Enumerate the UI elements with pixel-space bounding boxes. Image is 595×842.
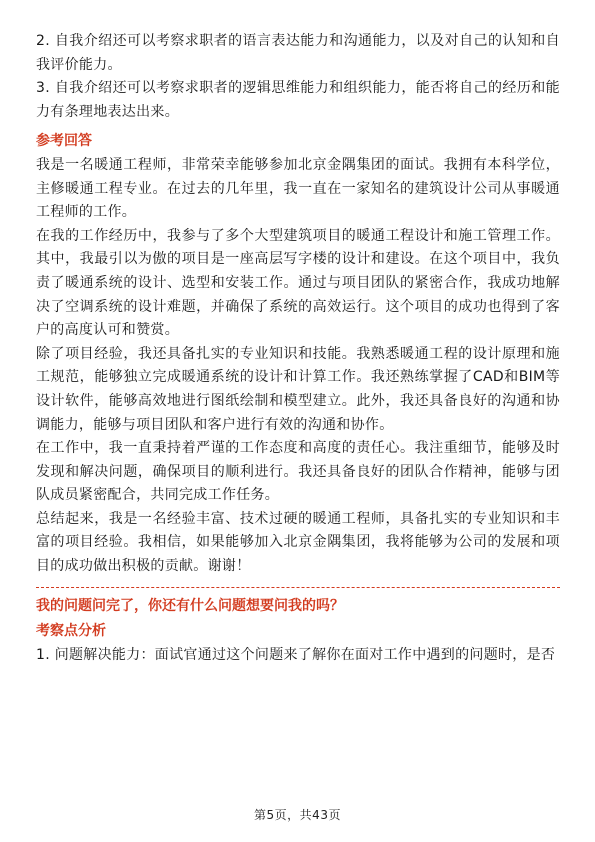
answer-paragraph: 在我的工作经历中，我参与了多个大型建筑项目的暖通工程设计和施工管理工作。其中，我最引以为傲的项目是一座高层写字楼的设计和建设。在这个项目中，我负责了暖通系统的设计、选型和安装工作。通过与项目团队的紧密合作，我成功地解决了空调系统的设计难题，并确保了系统的高效运行。这个项目的成功也得到了客户的高度认可和赞赏。 (36, 227, 560, 339)
answer-paragraph: 总结起来，我是一名经验丰富、技术过硬的暖通工程师，具备扎实的专业知识和丰富的项目经验。我相信，如果能够加入北京金隅集团，我将能够为公司的发展和项目的成功做出积极的贡献。谢谢！ (36, 510, 560, 575)
analysis-heading: 考察点分析 (36, 623, 106, 640)
intro-point: 3. 自我介绍还可以考察求职者的逻辑思维能力和组织能力，能否将自己的经历和能力有条理地表达出来。 (36, 80, 560, 120)
analysis-point: 1. 问题解决能力：面试官通过这个问题来了解你在面对工作中遇到的问题时，是否 (36, 646, 556, 663)
answer-paragraph: 在工作中，我一直秉持着严谨的工作态度和高度的责任心。我注重细节，能够及时发现和解决问题，确保项目的顺利进行。我还具备良好的团队合作精神，能够与团队成员紧密配合，共同完成工作任务。 (36, 440, 560, 504)
answer-paragraph: 我是一名暖通工程师，非常荣幸能够参加北京金隅集团的面试。我拥有本科学位，主修暖通工程专业。在过去的几年里，我一直在一家知名的建筑设计公司从事暖通工程师的工作。 (36, 156, 560, 221)
intro-point: 2. 自我介绍还可以考察求职者的语言表达能力和沟通能力，以及对自己的认知和自我评价能力。 (36, 33, 560, 73)
question-heading: 我的问题问完了，你还有什么问题想要问我的吗？ (36, 597, 344, 614)
section-divider (36, 587, 560, 588)
page-footer: 第5页，共43页 (254, 808, 341, 822)
document-body (36, 30, 560, 667)
answer-paragraph: 除了项目经验，我还具备扎实的专业知识和技能。我熟悉暖通工程的设计原理和施工规范，能够独立完成暖通系统的设计和计算工作。我还熟练掌握了CAD和BIM等设计软件，能够高效地进行图纸绘制和模型建立。此外，我还具备良好的沟通和协调能力，能够与项目团队和客户进行有效的沟通和协作。 (36, 345, 560, 433)
answer-heading: 参考回答 (36, 133, 92, 150)
